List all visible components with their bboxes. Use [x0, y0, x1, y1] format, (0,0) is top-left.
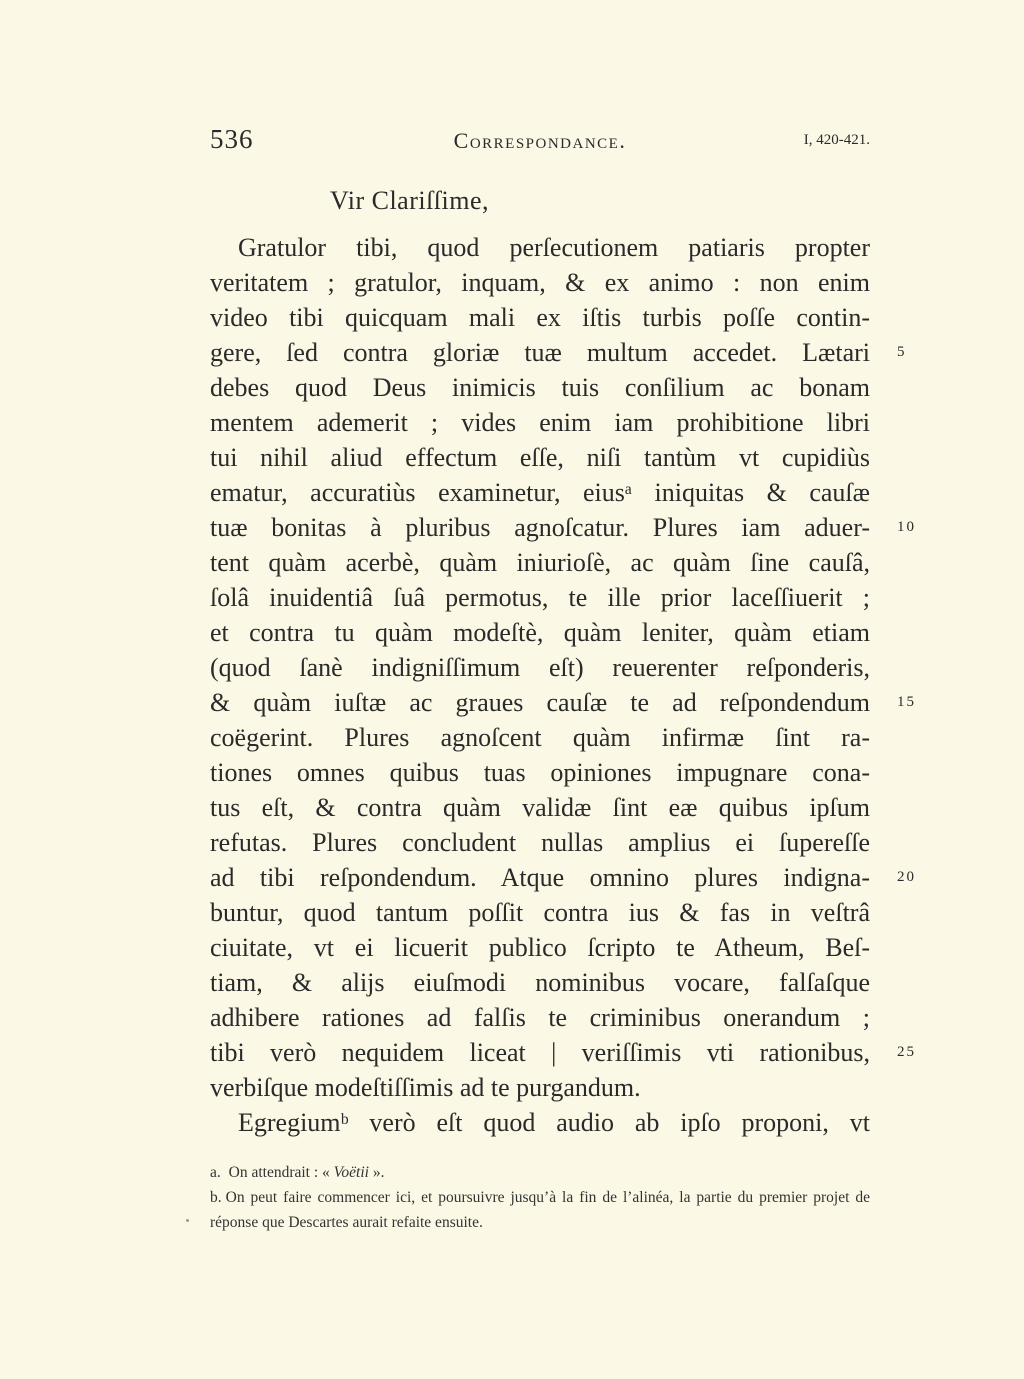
text-line: et contra tu quàm modeſtè, quàm leniter, quàm etiam	[210, 618, 870, 647]
text-line: ciuitate, vt ei licuerit publico ſcripto te Atheum, Beſ-	[210, 933, 870, 962]
text-line: ad tibi reſpondendum. Atque omnino plures indigna- 20	[210, 860, 870, 895]
text-line: buntur, quod tantum poſſit contra ius & fas in veſtrâ	[210, 898, 870, 927]
page-reference: I, 420-421.	[803, 132, 870, 148]
text-line: tiones omnes quibus tuas opiniones impugnare cona-	[210, 758, 870, 787]
text-line: tui nihil aliud effectum eſſe, niſi tantùm vt cupidiùs	[210, 443, 870, 472]
running-header	[210, 124, 870, 156]
text-line: ematur, accuratiùs examinetur, eiusᵃ iniquitas & cauſæ	[210, 478, 870, 507]
footnote-a	[210, 1160, 870, 1185]
footnote-label: a.	[210, 1164, 221, 1181]
footnote-label: b.	[210, 1189, 222, 1206]
footnote-b	[210, 1185, 870, 1235]
text-line: refutas. Plures concludent nullas amplius ei ſupereſſe	[210, 828, 870, 857]
text-line: debes quod Deus inimicis tuis conſilium ac bonam	[210, 373, 870, 402]
paper-speck	[186, 1219, 189, 1222]
line-number: 15	[897, 694, 916, 710]
footnote-quote: Voëtii	[333, 1164, 369, 1181]
text-line: & quàm iuſtæ ac graues cauſæ te ad reſpondendum 15	[210, 685, 870, 720]
text-line: video tibi quicquam mali ex iſtis turbis poſſe contin-	[210, 303, 870, 332]
text-line: gere, ſed contra gloriæ tuæ multum accedet. Lætari 5	[210, 335, 870, 370]
salutation: Vir Clariſſime,	[330, 186, 490, 215]
footnote-text: On attendrait : «	[228, 1164, 330, 1181]
text-line: Gratulor tibi, quod perſecutionem patiaris propter	[238, 233, 870, 262]
footnote-text-end: ».	[372, 1164, 385, 1181]
footnotes	[210, 1160, 870, 1235]
text-line: (quod ſanè indigniſſimum eſt) reuerenter reſponderis,	[210, 653, 870, 682]
text-line: coëgerint. Plures agnoſcent quàm infirmæ ſint ra-	[210, 723, 870, 752]
text-line: tent quàm acerbè, quàm iniurioſè, ac quàm ſine cauſâ,	[210, 548, 870, 577]
line-number: 5	[897, 344, 907, 360]
line-number: 20	[897, 869, 916, 885]
text-line: adhibere rationes ad falſis te criminibus onerandum ;	[210, 1003, 870, 1032]
text-line: tibi verò nequidem liceat | veriſſimis vti rationibus, 25	[210, 1035, 870, 1070]
line-number: 25	[897, 1044, 916, 1060]
text-line: verbiſque modeſtiſſimis ad te purgandum.	[210, 1073, 641, 1102]
text-line: veritatem ; gratulor, inquam, & ex animo : non enim	[210, 268, 870, 297]
letter-body	[210, 230, 916, 1140]
footnote-text: On peut faire commencer ici, et poursuivre jusqu’à la fin de l’alinéa, la partie du premier projet de réponse que Descartes aurait refaite ensuite.	[210, 1189, 870, 1231]
text-line: mentem ademerit ; vides enim iam prohibitione libri	[210, 408, 870, 437]
text-line: tus eſt, & contra quàm validæ ſint eæ quibus ipſum	[210, 793, 870, 822]
text-line: tiam, & alijs eiuſmodi nominibus vocare, falſaſque	[210, 968, 870, 997]
text-line: Egregiumᵇ verò eſt quod audio ab ipſo proponi, vt	[238, 1108, 870, 1137]
text-line: tuæ bonitas à pluribus agnoſcatur. Plures iam aduer- 10	[210, 510, 870, 545]
text-line: ſolâ inuidentiâ ſuâ permotus, te ille prior laceſſiuerit ;	[210, 583, 870, 612]
line-number: 10	[897, 519, 916, 535]
page-number: 536	[210, 124, 254, 154]
running-title: Correspondance.	[453, 128, 627, 153]
